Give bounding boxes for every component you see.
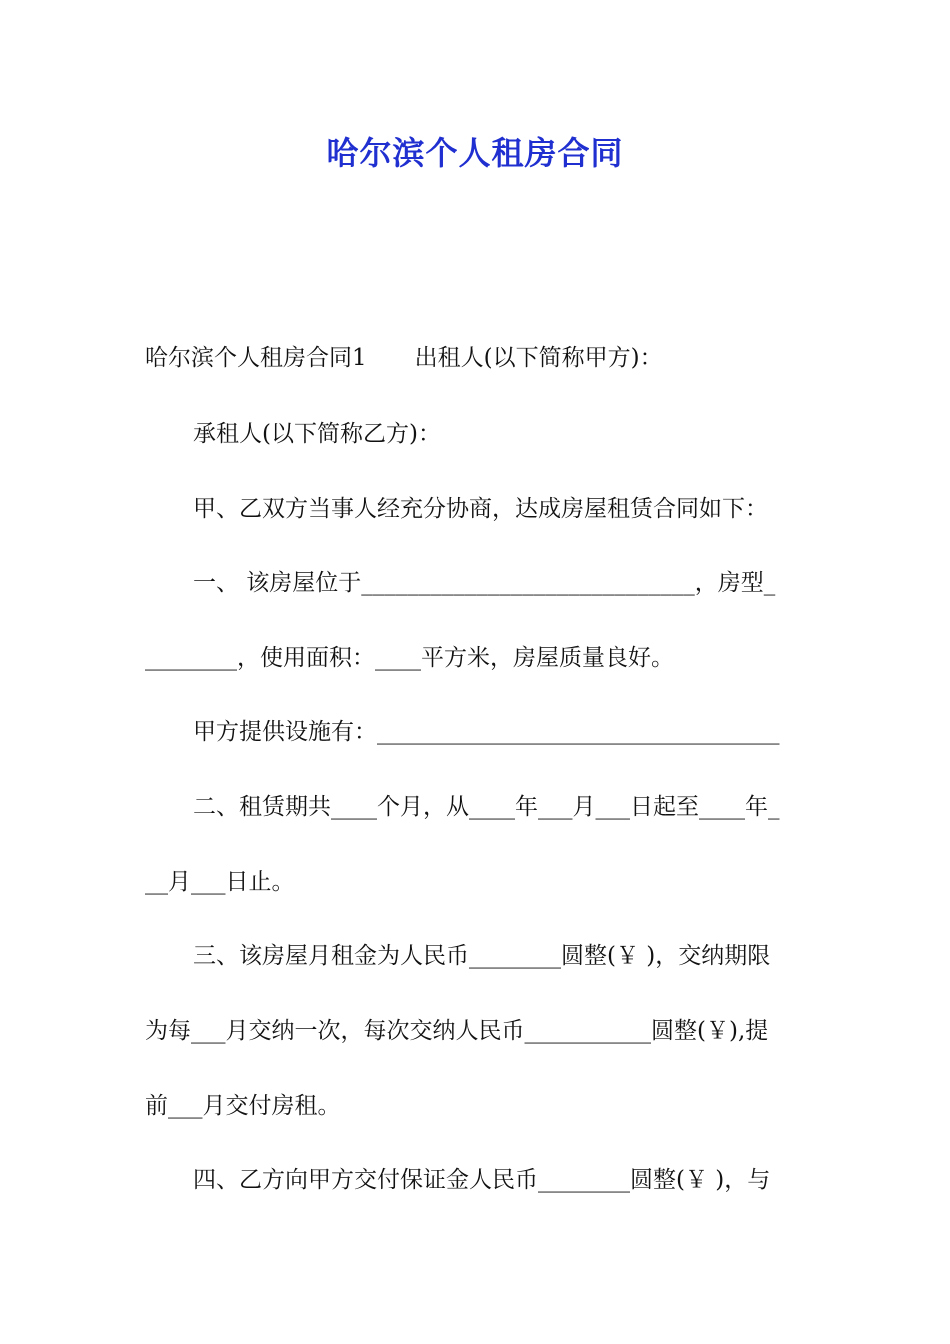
paragraph-line-12: 四、乙方向甲方交付保证金人民币________圆整(￥ )，与 bbox=[193, 1167, 771, 1193]
paragraph-line-9: 三、该房屋月租金为人民币________圆整(￥ )，交纳期限 bbox=[193, 943, 771, 969]
paragraph-line-4: 一、 该房屋位于_____________________________，房型_ bbox=[193, 570, 776, 596]
paragraph-line-1 bbox=[145, 342, 815, 374]
contract-heading-inline: 哈尔滨个人租房合同1 bbox=[145, 345, 367, 371]
paragraph-line-10: 为每___月交纳一次，每次交纳人民币___________圆整(￥),提 bbox=[145, 1018, 769, 1044]
lessor-label: 出租人(以下简称甲方)： bbox=[414, 345, 663, 371]
paragraph-line-7: 二、租赁期共____个月，从____年___月___日起至____年_ bbox=[193, 794, 780, 820]
paragraph-line-6: 甲方提供设施有：___________________________________ bbox=[193, 719, 780, 745]
paragraph-line-11: 前___月交付房租。 bbox=[145, 1093, 341, 1119]
paragraph-line-2: 承租人(以下简称乙方)： bbox=[193, 421, 441, 447]
paragraph-line-3: 甲、乙双方当事人经充分协商，达成房屋租赁合同如下： bbox=[193, 496, 768, 522]
paragraph-line-5: ________，使用面积：____平方米，房屋质量良好。 bbox=[145, 645, 674, 671]
paragraph-line-8: __月___日止。 bbox=[145, 869, 295, 895]
document-title: 哈尔滨个人租房合同 bbox=[326, 134, 624, 172]
